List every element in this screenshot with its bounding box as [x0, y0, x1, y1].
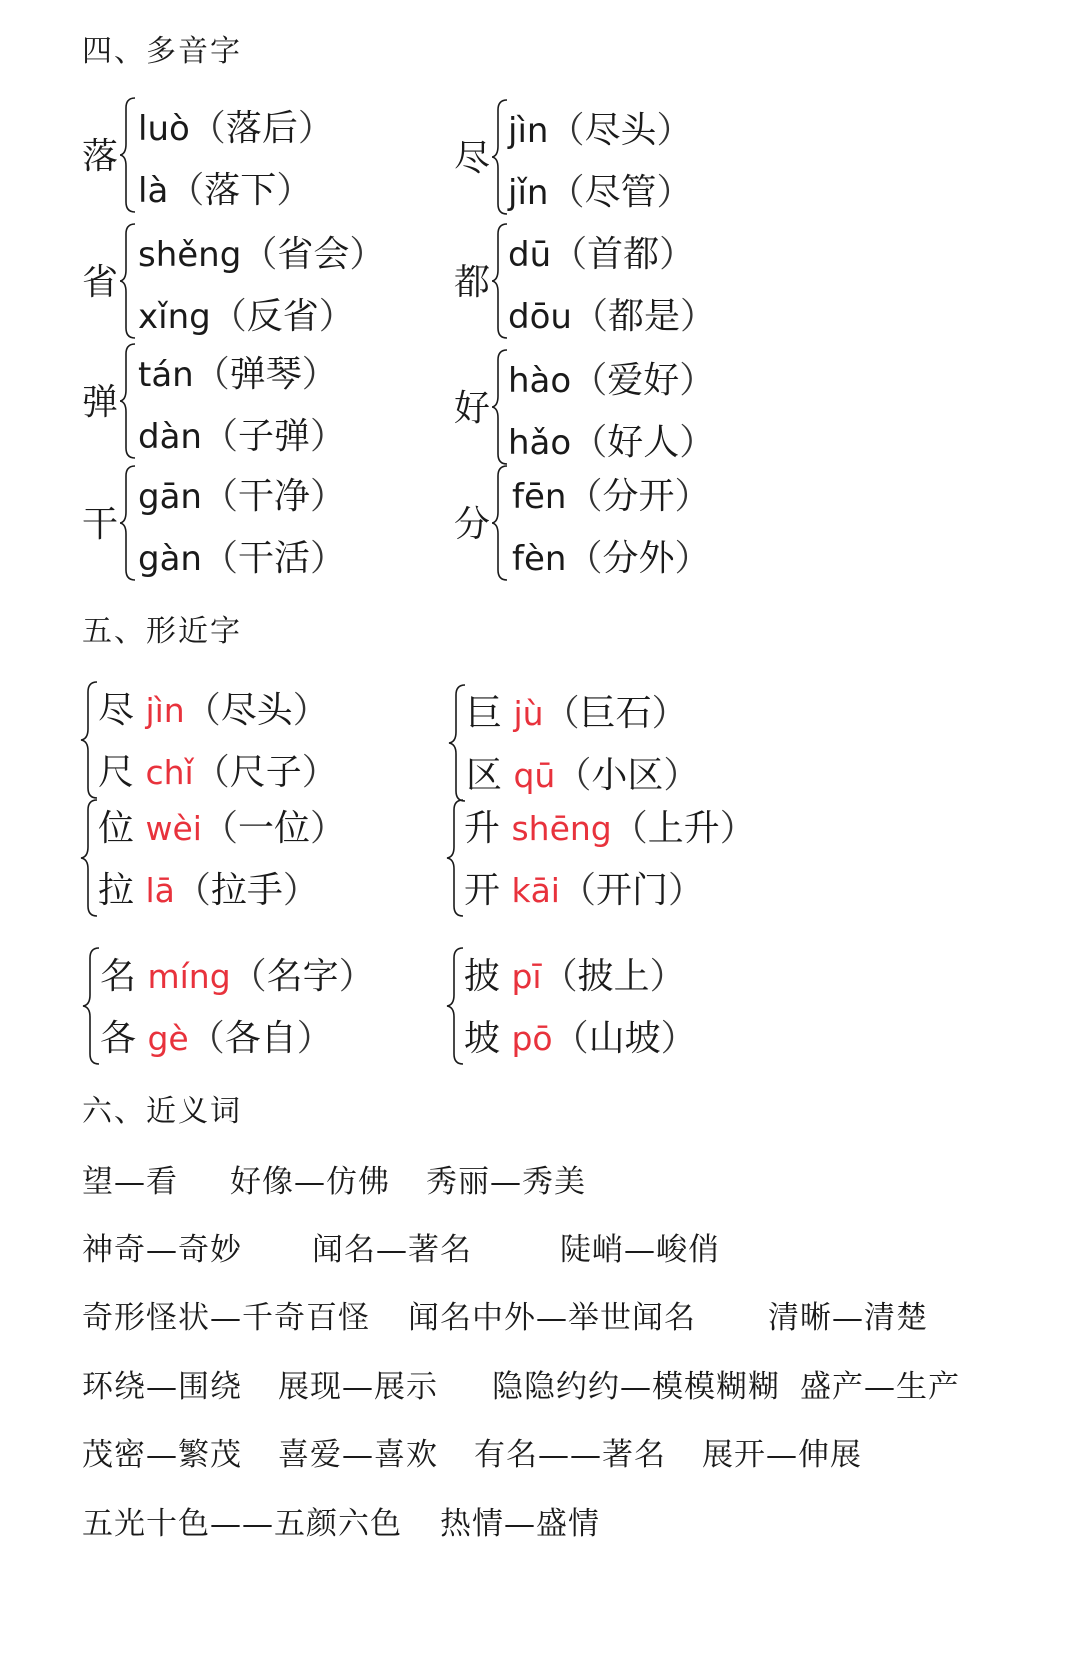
reading-b: dàn（子弹） — [138, 416, 347, 457]
synonym-pair: 神奇—奇妙 — [82, 1232, 242, 1268]
similar-line-a: 披 pī（披上） — [464, 956, 686, 997]
brace-icon — [120, 342, 136, 460]
reading-b: fèn（分外） — [512, 538, 711, 579]
brace-icon — [492, 222, 508, 340]
polyphone-entry — [82, 96, 422, 226]
polyphone-char: 省 — [82, 262, 119, 303]
synonym-pair: 环绕—围绕 — [82, 1369, 242, 1405]
similar-line-b: 尺 chǐ（尺子） — [98, 752, 338, 793]
synonym-pair: 隐隐约约—模模糊糊 — [492, 1369, 780, 1405]
brace-icon — [120, 222, 136, 340]
synonym-pair: 热情—盛情 — [440, 1506, 600, 1542]
similar-line-a: 名 míng（名字） — [100, 956, 375, 997]
brace-icon — [492, 98, 508, 216]
brace-icon — [120, 464, 136, 582]
reading-a: luò（落后） — [138, 108, 334, 149]
polyphone-entry — [454, 98, 794, 228]
similar-line-b: 坡 pō（山坡） — [464, 1018, 697, 1059]
similar-line-b: 各 gè（各自） — [100, 1018, 333, 1059]
reading-a: gān（干净） — [138, 476, 347, 517]
similar-char-pair — [82, 946, 422, 1076]
brace-icon — [492, 464, 508, 582]
synonym-pair: 盛产—生产 — [800, 1369, 960, 1405]
polyphone-entry — [82, 342, 422, 472]
polyphone-char: 落 — [82, 136, 119, 177]
reading-a: dū（首都） — [508, 234, 696, 275]
reading-a: jìn（尽头） — [508, 110, 693, 151]
reading-a: hào（爱好） — [508, 360, 716, 401]
synonym-pair: 望—看 — [82, 1164, 178, 1200]
synonym-pair: 展现—展示 — [278, 1369, 438, 1405]
similar-line-a: 巨 jù（巨石） — [466, 693, 688, 734]
similar-char-pair — [80, 798, 420, 928]
reading-a: tán（弹琴） — [138, 354, 338, 395]
synonym-pair: 喜爱—喜欢 — [278, 1437, 438, 1473]
synonym-pair: 清晰—清楚 — [768, 1300, 928, 1336]
synonym-pair: 有名——著名 — [474, 1437, 666, 1473]
polyphone-entry — [82, 222, 422, 352]
polyphone-char: 尽 — [454, 138, 491, 179]
polyphone-entry — [82, 464, 422, 594]
similar-char-pair — [446, 946, 786, 1076]
polyphone-entry — [454, 348, 794, 478]
similar-line-a: 位 wèi（一位） — [98, 808, 346, 849]
synonym-pair: 陡峭—峻俏 — [560, 1232, 720, 1268]
reading-a: shěng（省会） — [138, 234, 386, 275]
similar-line-a: 升 shēng（上升） — [464, 808, 756, 849]
polyphone-char: 干 — [82, 504, 119, 545]
reading-b: gàn（干活） — [138, 538, 347, 579]
similar-char-pair — [446, 798, 806, 928]
brace-icon — [80, 798, 98, 918]
synonym-pair: 展开—伸展 — [702, 1437, 862, 1473]
polyphone-entry — [454, 222, 794, 352]
polyphone-char: 好 — [454, 388, 491, 429]
brace-icon — [80, 680, 98, 800]
polyphone-char: 分 — [454, 504, 491, 545]
reading-a: fēn（分开） — [512, 476, 711, 517]
synonym-pair: 闻名中外—举世闻名 — [408, 1300, 696, 1336]
brace-icon — [492, 348, 508, 466]
polyphone-char: 弹 — [82, 382, 119, 423]
polyphone-char: 都 — [454, 262, 491, 303]
similar-char-pair — [448, 683, 788, 813]
similar-char-pair — [80, 680, 420, 810]
synonym-pair: 奇形怪状—千奇百怪 — [82, 1300, 370, 1336]
similar-line-b: 拉 lā（拉手） — [98, 870, 319, 911]
brace-icon — [448, 683, 466, 803]
reading-b: hǎo（好人） — [508, 422, 716, 463]
similar-line-a: 尽 jìn（尽头） — [98, 690, 329, 731]
brace-icon — [120, 96, 136, 214]
polyphone-entry — [454, 464, 794, 594]
brace-icon — [446, 798, 464, 918]
section-title: 四、多音字 — [82, 34, 242, 69]
section-title: 六、近义词 — [82, 1094, 242, 1129]
similar-line-b: 开 kāi（开门） — [464, 870, 705, 911]
reading-b: jǐn（尽管） — [508, 172, 693, 213]
brace-icon — [446, 946, 464, 1066]
reading-b: là（落下） — [138, 170, 313, 211]
similar-line-b: 区 qū（小区） — [466, 755, 700, 796]
synonym-pair: 五光十色——五颜六色 — [82, 1506, 402, 1542]
synonym-pair: 闻名—著名 — [312, 1232, 472, 1268]
section-title: 五、形近字 — [82, 614, 242, 649]
brace-icon — [82, 946, 100, 1066]
reading-b: xǐng（反省） — [138, 296, 355, 337]
synonym-pair: 秀丽—秀美 — [426, 1164, 586, 1200]
synonym-pair: 茂密—繁茂 — [82, 1437, 242, 1473]
reading-b: dōu（都是） — [508, 296, 716, 337]
synonym-pair: 好像—仿佛 — [230, 1164, 390, 1200]
